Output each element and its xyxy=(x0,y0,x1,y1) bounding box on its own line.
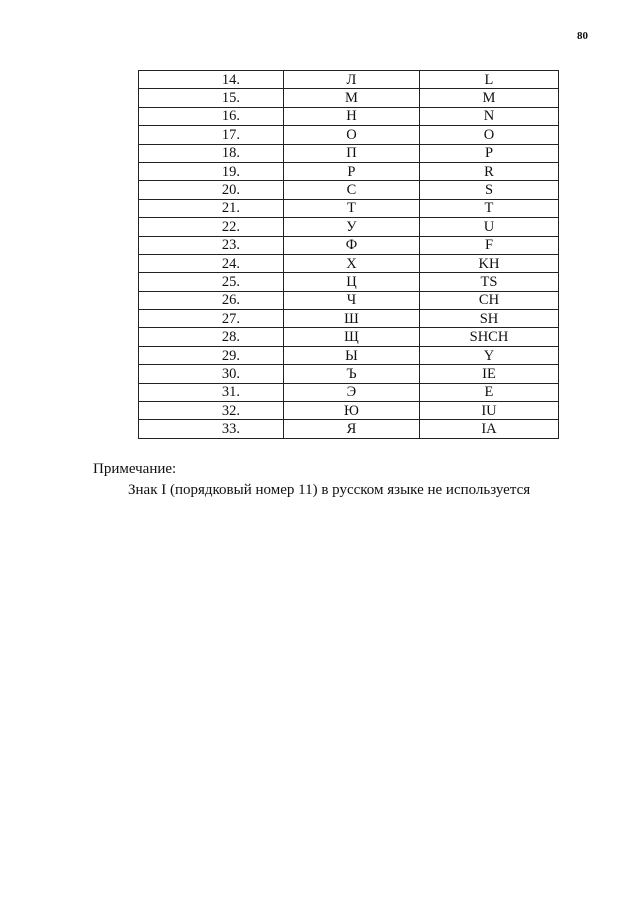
cyrillic-letter-cell: Т xyxy=(283,199,419,217)
table-row xyxy=(139,346,559,364)
latin-transliteration-cell: M xyxy=(419,89,558,107)
row-number-cell: 28. xyxy=(139,328,284,346)
row-number-cell: 18. xyxy=(139,144,284,162)
table-row xyxy=(139,328,559,346)
latin-transliteration-cell: U xyxy=(419,218,558,236)
row-number-cell: 33. xyxy=(139,420,284,438)
cyrillic-letter-cell: С xyxy=(283,181,419,199)
table-body xyxy=(139,71,559,439)
table-row xyxy=(139,273,559,291)
cyrillic-letter-cell: Ы xyxy=(283,346,419,364)
table-row xyxy=(139,126,559,144)
row-number-cell: 26. xyxy=(139,291,284,309)
row-number-cell: 29. xyxy=(139,346,284,364)
cyrillic-letter-cell: П xyxy=(283,144,419,162)
table-row xyxy=(139,107,559,125)
cyrillic-letter-cell: Н xyxy=(283,107,419,125)
row-number-cell: 14. xyxy=(139,71,284,89)
cyrillic-letter-cell: Ч xyxy=(283,291,419,309)
row-number-cell: 16. xyxy=(139,107,284,125)
row-number-cell: 25. xyxy=(139,273,284,291)
table-row xyxy=(139,218,559,236)
cyrillic-letter-cell: Х xyxy=(283,254,419,272)
table-row xyxy=(139,365,559,383)
cyrillic-letter-cell: О xyxy=(283,126,419,144)
page-number: 80 xyxy=(577,30,588,42)
latin-transliteration-cell: CH xyxy=(419,291,558,309)
note-block xyxy=(93,461,530,499)
latin-transliteration-cell: T xyxy=(419,199,558,217)
latin-transliteration-cell: N xyxy=(419,107,558,125)
table-row xyxy=(139,402,559,420)
cyrillic-letter-cell: Я xyxy=(283,420,419,438)
table-row xyxy=(139,254,559,272)
row-number-cell: 20. xyxy=(139,181,284,199)
cyrillic-letter-cell: Ц xyxy=(283,273,419,291)
latin-transliteration-cell: S xyxy=(419,181,558,199)
row-number-cell: 15. xyxy=(139,89,284,107)
cyrillic-letter-cell: У xyxy=(283,218,419,236)
latin-transliteration-cell: IU xyxy=(419,402,558,420)
note-title: Примечание: xyxy=(93,461,177,477)
latin-transliteration-cell: IE xyxy=(419,365,558,383)
latin-transliteration-cell: R xyxy=(419,162,558,180)
row-number-cell: 23. xyxy=(139,236,284,254)
table-row xyxy=(139,162,559,180)
table-row xyxy=(139,420,559,438)
row-number-cell: 21. xyxy=(139,199,284,217)
cyrillic-letter-cell: Ф xyxy=(283,236,419,254)
table-row xyxy=(139,291,559,309)
cyrillic-letter-cell: Э xyxy=(283,383,419,401)
row-number-cell: 19. xyxy=(139,162,284,180)
cyrillic-letter-cell: Л xyxy=(283,71,419,89)
latin-transliteration-cell: Y xyxy=(419,346,558,364)
latin-transliteration-cell: L xyxy=(419,71,558,89)
table-row xyxy=(139,181,559,199)
cyrillic-letter-cell: Ю xyxy=(283,402,419,420)
latin-transliteration-cell: E xyxy=(419,383,558,401)
latin-transliteration-cell: O xyxy=(419,126,558,144)
table-row xyxy=(139,71,559,89)
latin-transliteration-cell: KH xyxy=(419,254,558,272)
table-row xyxy=(139,383,559,401)
table-row xyxy=(139,199,559,217)
table-row xyxy=(139,89,559,107)
row-number-cell: 31. xyxy=(139,383,284,401)
cyrillic-letter-cell: М xyxy=(283,89,419,107)
table-row xyxy=(139,144,559,162)
cyrillic-letter-cell: Ъ xyxy=(283,365,419,383)
row-number-cell: 22. xyxy=(139,218,284,236)
row-number-cell: 27. xyxy=(139,310,284,328)
cyrillic-letter-cell: Щ xyxy=(283,328,419,346)
table-row xyxy=(139,236,559,254)
latin-transliteration-cell: P xyxy=(419,144,558,162)
row-number-cell: 32. xyxy=(139,402,284,420)
note-text: Знак I (порядковый номер 11) в русском языке не используется xyxy=(128,482,531,498)
transliteration-table xyxy=(138,70,559,439)
latin-transliteration-cell: SHCH xyxy=(419,328,558,346)
latin-transliteration-cell: F xyxy=(419,236,558,254)
latin-transliteration-cell: SH xyxy=(419,310,558,328)
row-number-cell: 24. xyxy=(139,254,284,272)
cyrillic-letter-cell: Р xyxy=(283,162,419,180)
cyrillic-letter-cell: Ш xyxy=(283,310,419,328)
latin-transliteration-cell: IA xyxy=(419,420,558,438)
table-row xyxy=(139,310,559,328)
latin-transliteration-cell: TS xyxy=(419,273,558,291)
row-number-cell: 17. xyxy=(139,126,284,144)
row-number-cell: 30. xyxy=(139,365,284,383)
